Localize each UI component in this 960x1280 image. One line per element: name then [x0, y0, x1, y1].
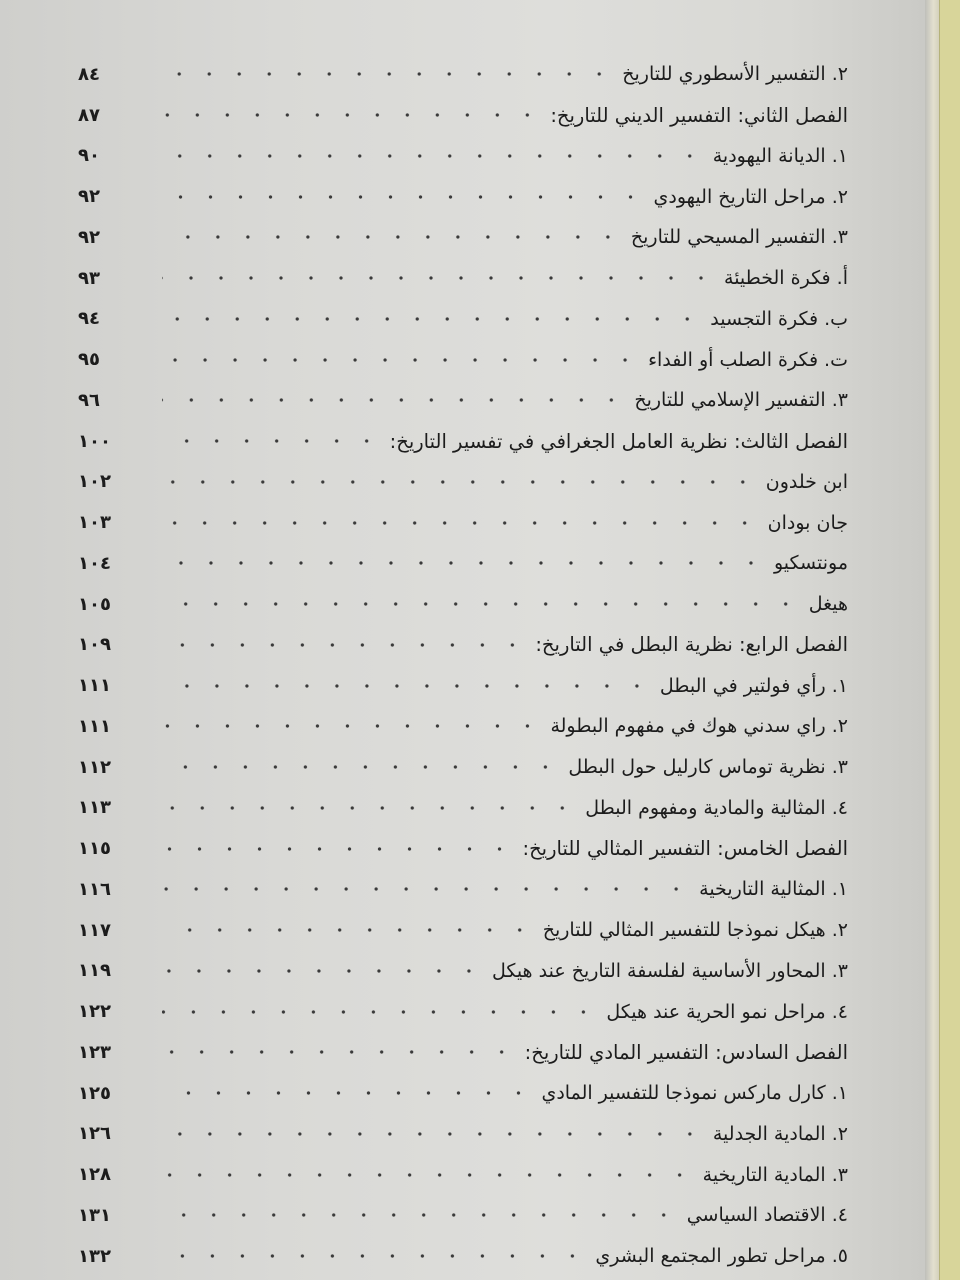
- toc-dot-leader: [162, 556, 766, 570]
- toc-entry-title: ٥. مراحل تطور المجتمع البشري: [595, 1245, 848, 1268]
- toc-entry-title: ٢. مراحل التاريخ اليهودي: [653, 185, 848, 208]
- toc-page-number: ١٢٨: [78, 1164, 111, 1186]
- toc-dot-leader: [162, 230, 623, 244]
- toc-dot-leader: [162, 842, 515, 856]
- toc-page-number: ١١٥: [78, 838, 111, 860]
- toc-entry-title: ت. فكرة الصلب أو الفداء: [648, 348, 848, 371]
- toc-entry-title: ٤. الاقتصاد السياسي: [686, 1204, 848, 1227]
- toc-dot-leader: [162, 353, 640, 367]
- toc-page-number: ١٢٢: [78, 1001, 111, 1023]
- toc-entry-row: [78, 217, 848, 258]
- toc-dot-leader: [162, 149, 705, 163]
- toc-page-number: ٨٤: [78, 63, 100, 85]
- toc-entry-row: [78, 1073, 848, 1114]
- toc-entry-title: ٤. مراحل نمو الحرية عند هيكل: [606, 1000, 848, 1023]
- toc-chapter-row: [78, 95, 848, 136]
- toc-entry-row: [78, 1195, 848, 1236]
- toc-entry-row: [78, 951, 848, 992]
- toc-page-number: ١١١: [78, 675, 111, 697]
- toc-dot-leader: [162, 475, 758, 489]
- toc-entry-row: [78, 136, 848, 177]
- toc-entry-row: [78, 380, 848, 421]
- toc-entry-title: ٣. نظرية توماس كارليل حول البطل: [568, 756, 848, 779]
- toc-entry-title: ٣. التفسير الإسلامي للتاريخ: [634, 389, 848, 412]
- toc-entry-row: [78, 339, 848, 380]
- toc-chapter-row: [78, 625, 848, 666]
- toc-page-number: ١١٩: [78, 960, 111, 982]
- toc-dot-leader: [162, 882, 691, 896]
- toc-page-number: ١٣٢: [78, 1245, 111, 1267]
- toc-chapter-title: الفصل الخامس: التفسير المثالي للتاريخ:: [522, 837, 848, 861]
- toc-dot-leader: [162, 679, 652, 693]
- toc-chapter-row: [78, 421, 848, 462]
- toc-page-number: ١١٦: [78, 878, 111, 900]
- toc-entry-title: ١. الديانة اليهودية: [712, 144, 848, 167]
- toc-entry-title: ٣. المادية التاريخية: [702, 1163, 848, 1186]
- toc-entry-title: ٢. راي سدني هوك في مفهوم البطولة: [550, 715, 848, 738]
- toc-entry-title: ٢. هيكل نموذجا للتفسير المثالي للتاريخ: [542, 919, 848, 942]
- toc-page-number: ١٣١: [78, 1204, 111, 1226]
- toc-dot-leader: [162, 190, 646, 204]
- toc-page-number: ١٢٦: [78, 1123, 111, 1145]
- toc-entry-row: [78, 1154, 848, 1195]
- toc-dot-leader: [162, 67, 614, 81]
- toc-entry-title: جان بودان: [767, 511, 848, 534]
- toc-dot-leader: [162, 1045, 517, 1059]
- toc-page-number: ١٠٤: [78, 552, 111, 574]
- toc-page-number: ٩٢: [78, 186, 100, 208]
- toc-entry-title: ٢. التفسير الأسطوري للتاريخ: [622, 63, 848, 86]
- toc-entry-title: ابن خلدون: [765, 470, 848, 493]
- toc-page-number: ١٢٥: [78, 1082, 111, 1104]
- toc-dot-leader: [162, 434, 382, 448]
- toc-entry-row: [78, 1236, 848, 1277]
- toc-dot-leader: [162, 638, 527, 652]
- toc-entry-title: ١. كارل ماركس نموذجا للتفسير المادي: [541, 1082, 848, 1105]
- toc-page-number: ١٠٠: [78, 430, 111, 452]
- toc-dot-leader: [162, 1249, 587, 1263]
- toc-entry-row: [78, 258, 848, 299]
- toc-page-number: ٩٦: [78, 389, 100, 411]
- toc-page-number: ٩٥: [78, 349, 100, 371]
- toc-dot-leader: [162, 312, 702, 326]
- toc-entry-row: [78, 1114, 848, 1155]
- toc-entry-title: ٤. المثالية والمادية ومفهوم البطل: [585, 796, 848, 819]
- toc-entry-row: [78, 584, 848, 625]
- toc-entry-row: [78, 991, 848, 1032]
- toc-dot-leader: [162, 516, 760, 530]
- toc-dot-leader: [162, 1005, 598, 1019]
- toc-entry-title: ١. المثالية التاريخية: [699, 878, 848, 901]
- toc-entry-title: أ. فكرة الخطيئة: [724, 267, 848, 290]
- toc-dot-leader: [162, 1168, 695, 1182]
- toc-page-number: ١٢٣: [78, 1041, 111, 1063]
- toc-page-number: ٨٧: [78, 104, 100, 126]
- toc-dot-leader: [162, 1208, 679, 1222]
- page-edge: [925, 0, 939, 1280]
- toc-entry-title: ٣. التفسير المسيحي للتاريخ: [630, 226, 848, 249]
- toc-dot-leader: [162, 1127, 705, 1141]
- toc-entry-row: [78, 299, 848, 340]
- toc-page-number: ٩٠: [78, 145, 100, 167]
- toc-page-number: ١٠٢: [78, 471, 111, 493]
- toc-entry-row: [78, 665, 848, 706]
- toc-entry-title: ٣. المحاور الأساسية لفلسفة التاريخ عند هيكل: [491, 959, 848, 982]
- toc-page-number: ١٠٩: [78, 634, 111, 656]
- toc-entry-title: ٢. المادية الجدلية: [712, 1122, 848, 1145]
- toc-entry-row: [78, 706, 848, 747]
- toc-entry-row: [78, 747, 848, 788]
- toc-chapter-title: الفصل الثاني: التفسير الديني للتاريخ:: [550, 103, 848, 127]
- toc-entry-title: ١. رأي فولتير في البطل: [659, 674, 848, 697]
- toc-entry-row: [78, 462, 848, 503]
- toc-entry-row: [78, 543, 848, 584]
- toc-dot-leader: [162, 760, 560, 774]
- toc-page-number: ١٠٥: [78, 593, 111, 615]
- toc-page-number: ١١١: [78, 715, 111, 737]
- toc-dot-leader: [162, 801, 577, 815]
- toc-chapter-row: [78, 1032, 848, 1073]
- toc-dot-leader: [162, 719, 542, 733]
- toc-entry-row: [78, 54, 848, 95]
- toc-page-number: ١١٣: [78, 797, 111, 819]
- toc-entry-row: [78, 869, 848, 910]
- toc-dot-leader: [162, 271, 716, 285]
- toc-entry-row: [78, 176, 848, 217]
- toc-chapter-title: الفصل السادس: التفسير المادي للتاريخ:: [524, 1040, 848, 1064]
- toc-dot-leader: [162, 393, 626, 407]
- toc-dot-leader: [162, 1086, 533, 1100]
- toc-page-number: ٩٢: [78, 226, 100, 248]
- toc-entry-title: هيغل: [808, 593, 848, 616]
- toc-chapter-title: الفصل الرابع: نظرية البطل في التاريخ:: [535, 633, 848, 657]
- toc-page-number: ٩٤: [78, 308, 100, 330]
- toc-page-number: ١٠٣: [78, 512, 111, 534]
- toc-entry-title: ب. فكرة التجسيد: [710, 307, 848, 330]
- toc-dot-leader: [162, 964, 484, 978]
- toc-page-number: ٩٣: [78, 267, 100, 289]
- toc-entry-row: [78, 788, 848, 829]
- toc-dot-leader: [162, 923, 535, 937]
- toc-entry-row: [78, 910, 848, 951]
- toc-page-number: ١١٧: [78, 919, 111, 941]
- toc-page-number: ١١٢: [78, 756, 111, 778]
- toc-chapter-row: [78, 828, 848, 869]
- toc-entry-title: مونتسكيو: [773, 552, 848, 575]
- toc-dot-leader: [162, 597, 801, 611]
- table-of-contents: [78, 54, 848, 1277]
- toc-chapter-title: الفصل الثالث: نظرية العامل الجغرافي في تفسير التاريخ:: [389, 429, 848, 453]
- toc-entry-row: [78, 502, 848, 543]
- book-spine: [939, 0, 960, 1280]
- toc-dot-leader: [162, 108, 542, 122]
